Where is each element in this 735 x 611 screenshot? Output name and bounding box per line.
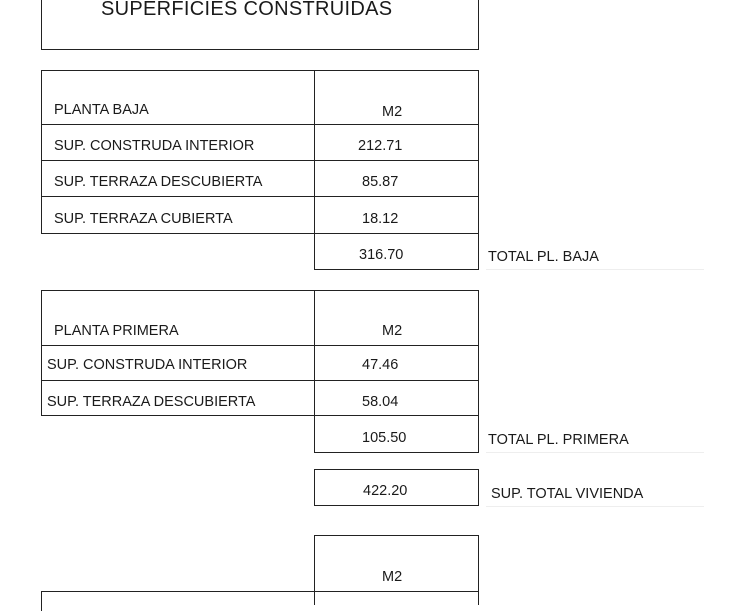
planta-primera-header: PLANTA PRIMERA — [54, 323, 179, 339]
planta-primera-unit: M2 — [382, 323, 403, 339]
third-table-unit: M2 — [382, 569, 403, 585]
planta-primera-row-label: SUP. CONSTRUDA INTERIOR — [47, 357, 248, 373]
planta-baja-row-label: SUP. TERRAZA CUBIERTA — [54, 211, 233, 227]
planta-primera-total-label: TOTAL PL. PRIMERA — [488, 432, 629, 448]
planta-baja-row-value: 212.71 — [358, 138, 403, 154]
planta-primera-row-label: SUP. TERRAZA DESCUBIERTA — [47, 394, 256, 410]
planta-baja-total-label: TOTAL PL. BAJA — [488, 249, 599, 265]
planta-baja-unit: M2 — [382, 104, 403, 120]
planta-baja-row-label: SUP. CONSTRUDA INTERIOR — [54, 138, 255, 154]
planta-baja-row-value: 85.87 — [362, 174, 399, 190]
total-vivienda-value: 422.20 — [363, 483, 408, 499]
planta-baja-row-value: 18.12 — [362, 211, 399, 227]
planta-primera-total-value: 105.50 — [362, 430, 407, 446]
planta-primera-row-value: 47.46 — [362, 357, 399, 373]
page-title: SUPERFICIES CONSTRUIDAS — [101, 0, 393, 20]
total-vivienda-label: SUP. TOTAL VIVIENDA — [491, 486, 644, 502]
planta-primera-row-value: 58.04 — [362, 394, 399, 410]
planta-baja-total-value: 316.70 — [359, 247, 404, 263]
planta-baja-header: PLANTA BAJA — [54, 102, 149, 118]
planta-baja-row-label: SUP. TERRAZA DESCUBIERTA — [54, 174, 263, 190]
